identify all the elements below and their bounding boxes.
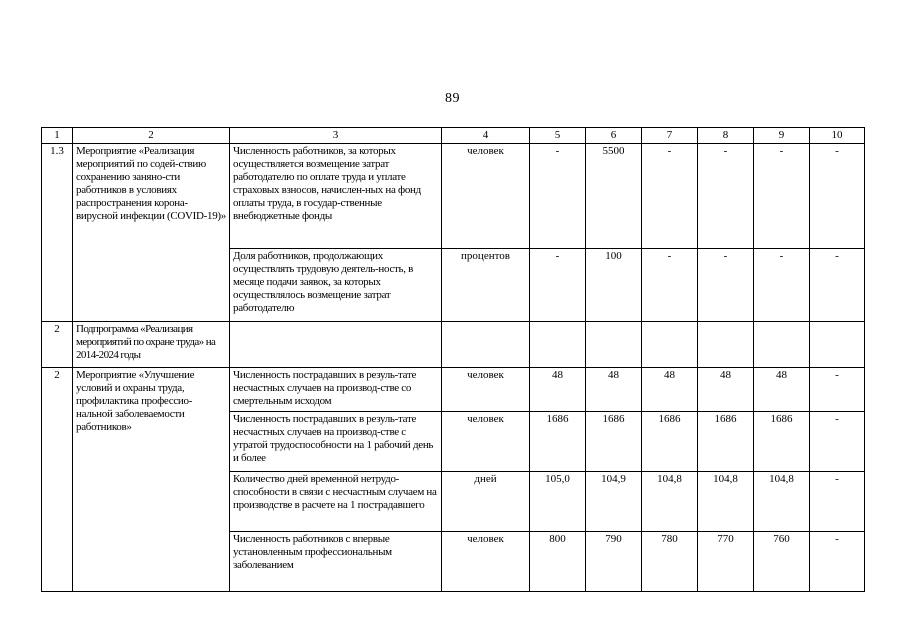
column-header: 4 (442, 128, 530, 144)
column-header: 2 (73, 128, 230, 144)
value-cell: - (642, 249, 698, 322)
value-cell: - (810, 532, 865, 592)
value-cell: - (810, 144, 865, 249)
value-cell: - (754, 144, 810, 249)
value-cell: - (698, 249, 754, 322)
value-cell: 104,9 (586, 472, 642, 532)
unit: человек (442, 144, 530, 249)
value-cell: 1686 (698, 412, 754, 472)
indicator-name: Численность работников с впервые установленным профессиональным заболеванием (230, 532, 442, 592)
row-number: 2 (42, 368, 73, 592)
column-header: 6 (586, 128, 642, 144)
row-number: 2 (42, 322, 73, 368)
indicators-table (41, 127, 865, 592)
value-cell: - (698, 144, 754, 249)
column-header: 8 (698, 128, 754, 144)
value-cell: 104,8 (642, 472, 698, 532)
column-header: 7 (642, 128, 698, 144)
value-cell: 100 (586, 249, 642, 322)
indicator-name: Количество дней временной нетрудо-способности в связи с несчастным случаем на производстве в расчете на 1 пострадавшего (230, 472, 442, 532)
value-cell: 790 (586, 532, 642, 592)
indicator-name: Численность пострадавших в резуль-тате несчастных случаев на производ-стве со смертельным исходом (230, 368, 442, 412)
value-cell: 1686 (530, 412, 586, 472)
table-row (42, 144, 865, 249)
value-cell: - (810, 472, 865, 532)
value-cell: - (754, 249, 810, 322)
unit: процентов (442, 249, 530, 322)
column-header: 5 (530, 128, 586, 144)
unit: дней (442, 472, 530, 532)
value-cell: 48 (698, 368, 754, 412)
value-cell: 105,0 (530, 472, 586, 532)
value-cell: 48 (754, 368, 810, 412)
value-cell: 5500 (586, 144, 642, 249)
unit: человек (442, 368, 530, 412)
table-row (42, 322, 865, 368)
value-cell: 1686 (642, 412, 698, 472)
value-cell: 48 (642, 368, 698, 412)
column-header: 10 (810, 128, 865, 144)
column-header: 9 (754, 128, 810, 144)
event-name: Мероприятие «Реализация мероприятий по содей-ствию сохранению заняно-сти работников в условиях распространения корона-вирусной инфекции (COVID-19)» (73, 144, 230, 322)
unit: человек (442, 532, 530, 592)
page-number: 89 (445, 91, 460, 106)
value-cell: - (530, 144, 586, 249)
value-cell: 48 (530, 368, 586, 412)
value-cell: 800 (530, 532, 586, 592)
event-name: Мероприятие «Улучшение условий и охраны труда, профилактика профессио-нальной заболеваемости работников» (73, 368, 230, 592)
table-row (42, 368, 865, 412)
column-header: 1 (42, 128, 73, 144)
indicator-name: Численность работников, за которых осуществляется возмещение затрат работодателю по оплате труда и уплате страховых взносов, начислен-ных на фонд оплаты труда, в государ-ственные внебюджетные фонды (230, 144, 442, 249)
value-cell: 780 (642, 532, 698, 592)
row-number: 1.3 (42, 144, 73, 322)
value-cell: - (530, 249, 586, 322)
indicator-name: Численность пострадавших в резуль-тате несчастных случаев на производ-стве с утратой трудоспособности на 1 рабочий день и более (230, 412, 442, 472)
value-cell: - (642, 144, 698, 249)
value-cell: 1686 (586, 412, 642, 472)
column-number-row (42, 128, 865, 144)
value-cell: 48 (586, 368, 642, 412)
value-cell: 760 (754, 532, 810, 592)
column-header: 3 (230, 128, 442, 144)
value-cell: - (810, 249, 865, 322)
value-cell: 770 (698, 532, 754, 592)
indicator-name: Доля работников, продолжающих осуществлять трудовую деятель-ность, в месяце подачи заявок, за которых осуществлялось возмещение затрат работодателю (230, 249, 442, 322)
value-cell: 104,8 (698, 472, 754, 532)
value-cell: 104,8 (754, 472, 810, 532)
value-cell: - (810, 412, 865, 472)
value-cell: - (810, 368, 865, 412)
unit: человек (442, 412, 530, 472)
subprogram-name: Подпрограмма «Реализация мероприятий по охране труда» на 2014-2024 годы (73, 322, 230, 368)
value-cell: 1686 (754, 412, 810, 472)
